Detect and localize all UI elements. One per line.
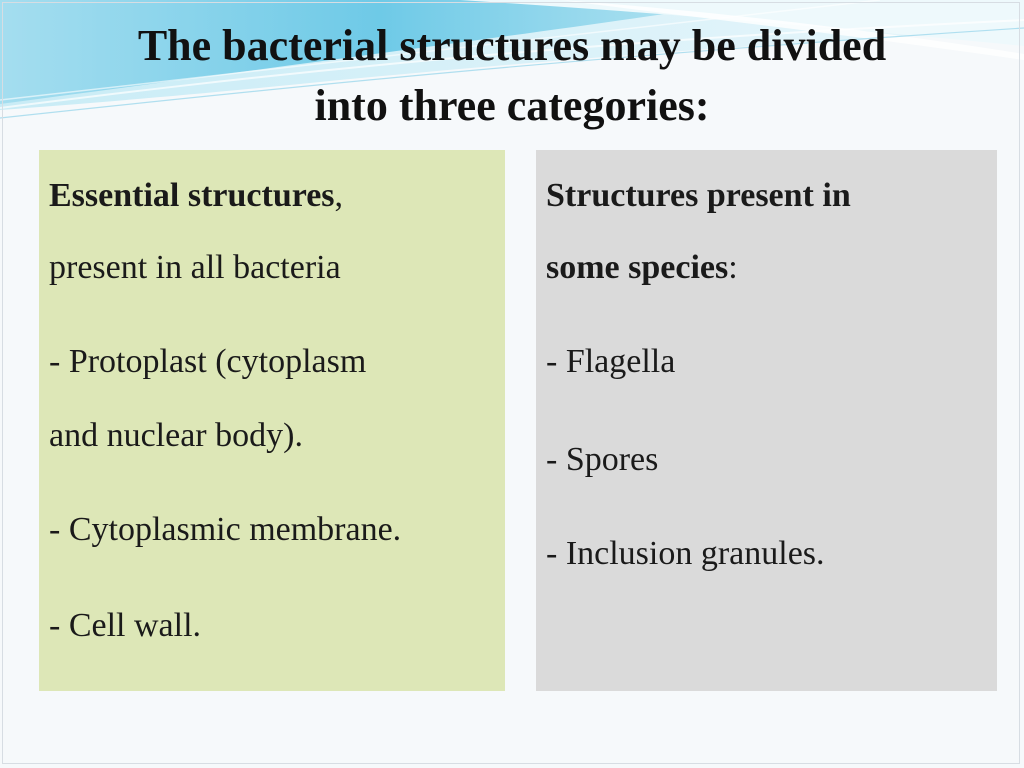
species-item-inclusion-granules: - Inclusion granules. <box>546 535 825 572</box>
species-heading-line-2 <box>546 244 738 292</box>
essential-heading-suffix: , <box>334 177 344 214</box>
essential-item-protoplast: - Protoplast (cytoplasm <box>49 343 367 380</box>
slide-title <box>40 16 984 136</box>
species-heading-line-1: Structures present in <box>546 177 851 214</box>
title-line-1: The bacterial structures may be divided <box>137 21 887 70</box>
title-line-2: into three categories: <box>314 81 710 130</box>
essential-item-membrane: - Cytoplasmic membrane. <box>49 511 402 548</box>
essential-item-protoplast-cont: and nuclear body). <box>49 417 303 454</box>
essential-item-cell-wall: - Cell wall. <box>49 607 202 644</box>
essential-subheading: present in all bacteria <box>49 249 341 286</box>
essential-heading <box>49 172 343 220</box>
species-heading-suffix: : <box>728 249 738 286</box>
species-item-spores: - Spores <box>546 441 659 478</box>
essential-heading-bold: Essential structures <box>49 177 335 214</box>
species-item-flagella: - Flagella <box>546 343 676 380</box>
essential-structures-box <box>39 150 505 691</box>
species-structures-box <box>536 150 997 691</box>
species-heading-bold: some species <box>546 249 729 286</box>
